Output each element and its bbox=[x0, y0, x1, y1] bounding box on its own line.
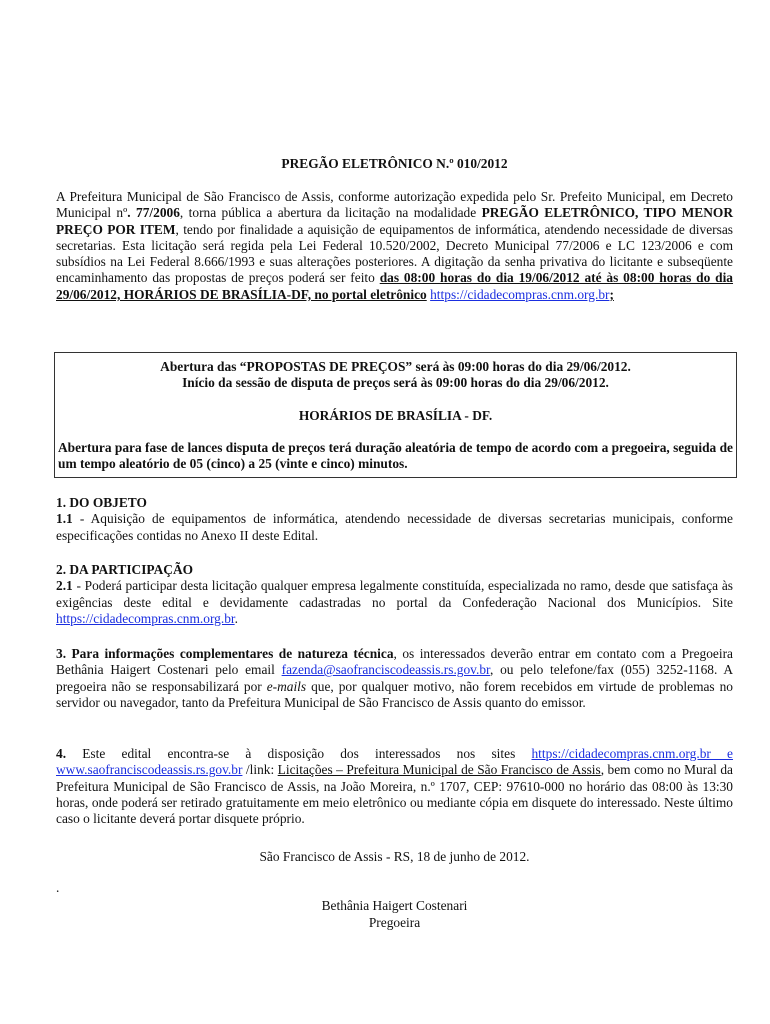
section-availability: 4. Este edital encontra-se à disposição dos interessados nos sites https://cidadecompras.cnm.org.br e www.saofranciscodeassis.rs.gov.br /link: Licitações – Prefeitura Municipal de São Francisco de Assis, bem como no Mural da Prefeitura Municipal de São Francisco de Assis, na João Moreira, n.º 1707, CEP: 97610-000 no horário das 08:00 às 13:30 horas, onde poderá ser retirado gratuitamente em meio eletrônico ou mediante cópia em disquete do interessado. Neste último caso o licitante deverá portar disquete próprio. bbox=[56, 746, 733, 827]
stray-dot: . bbox=[56, 880, 60, 895]
dispute-start: Início da sessão de disputa de preços será às 09:00 horas do dia 29/06/2012. bbox=[182, 375, 609, 391]
section-heading: 2. DA PARTICIPAÇÃO bbox=[56, 562, 194, 577]
section-text: 2.1 - Poderá participar desta licitação qualquer empresa legalmente constituída, especializada no ramo, desde que satisfaça às exigências deste edital e devidamente cadastradas no portal da Confederação Nacional dos Municípios. Site https://cidadecompras.cnm.org.br. bbox=[56, 578, 733, 626]
schedule-box bbox=[54, 352, 737, 478]
section-technical-info: 3. Para informações complementares de natureza técnica, os interessados deverão entrar em contato com a Pregoeira Bethânia Haigert Costenari pelo email fazenda@saofranciscodeassis.rs.gov.br, ou pelo telefone/fax (055) 3252-1168. A pregoeira não se responsabilizará por e-mails que, por qualquer motivo, não forem recebidos em virtude de problemas no servidor ou navegador, tanto da Prefeitura Municipal de São Francisco de Assis quanto do emissor. bbox=[56, 646, 733, 710]
intro-paragraph: A Prefeitura Municipal de São Francisco de Assis, conforme autorização expedida pelo Sr. Prefeito Municipal, em Decreto Municipal nº. 77/2006, torna pública a abertura da licitação na modalidade PREGÃO ELETRÔNICO, TIPO MENOR PREÇO POR ITEM, tendo por finalidade a aquisição de equipamentos de informática, atendendo necessidade de diversas secretarias. Esta licitação será regida pela Lei Federal 10.520/2002, Decreto Municipal 77/2006 e LC 123/2006 e com subsídios na Lei Federal 8.666/1993 e suas alterações posteriores. A digitação da senha privativa do licitante e subseqüente encaminhamento das propostas de preços poderá ser feito das 08:00 horas do dia 19/06/2012 até às 08:00 horas do dia 29/06/2012, HORÁRIOS DE BRASÍLIA-DF, no portal eletrônico https://cidadecompras.cnm.org.br; bbox=[56, 189, 734, 302]
email-link[interactable]: fazenda@saofranciscodeassis.rs.gov.br bbox=[281, 662, 490, 678]
websites-link[interactable]: https://cidadecompras.cnm.org.br e www.saofranciscodeassis.rs.gov.br bbox=[56, 746, 733, 778]
place-date: São Francisco de Assis - RS, 18 de junho de 2012. bbox=[259, 849, 530, 864]
cidadecompras-link[interactable]: https://cidadecompras.cnm.org.br bbox=[430, 286, 610, 302]
link-path: Licitações – Prefeitura Municipal de São Francisco de Assis bbox=[277, 762, 601, 778]
section-object bbox=[56, 495, 733, 544]
section-heading: 1. DO OBJETO bbox=[56, 495, 147, 510]
document-title: PREGÃO ELETRÔNICO N.º 010/2012 bbox=[281, 156, 508, 171]
bidding-phase-note: Abertura para fase de lances disputa de preços terá duração aleatória de tempo de acordo com a pregoeira, seguida de um tempo aleatório de 05 (cinco) a 25 (vinte e cinco) minutos. bbox=[58, 439, 733, 472]
signer-name: Bethânia Haigert Costenari bbox=[321, 898, 468, 913]
signer-role: Pregoeira bbox=[368, 915, 421, 930]
section-text: 1.1 - Aquisição de equipamentos de informática, atendendo necessidade de diversas secretarias municipais, conforme especificações contidas no Anexo II deste Edital. bbox=[56, 511, 733, 543]
cidadecompras-link[interactable]: https://cidadecompras.cnm.org.br bbox=[56, 610, 235, 626]
section-participation bbox=[56, 562, 733, 627]
proposals-opening: Abertura das “PROPOSTAS DE PREÇOS” será às 09:00 horas do dia 29/06/2012. bbox=[160, 359, 631, 374]
bidding-period: das 08:00 horas do dia 19/06/2012 até às 08:00 horas do dia 29/06/2012, HORÁRIOS DE BRASÍLIA-DF, no portal eletrônico bbox=[56, 270, 734, 302]
brasilia-time: HORÁRIOS DE BRASÍLIA - DF. bbox=[298, 407, 493, 423]
section-heading: 3. Para informações complementares de natureza técnica bbox=[56, 646, 394, 661]
